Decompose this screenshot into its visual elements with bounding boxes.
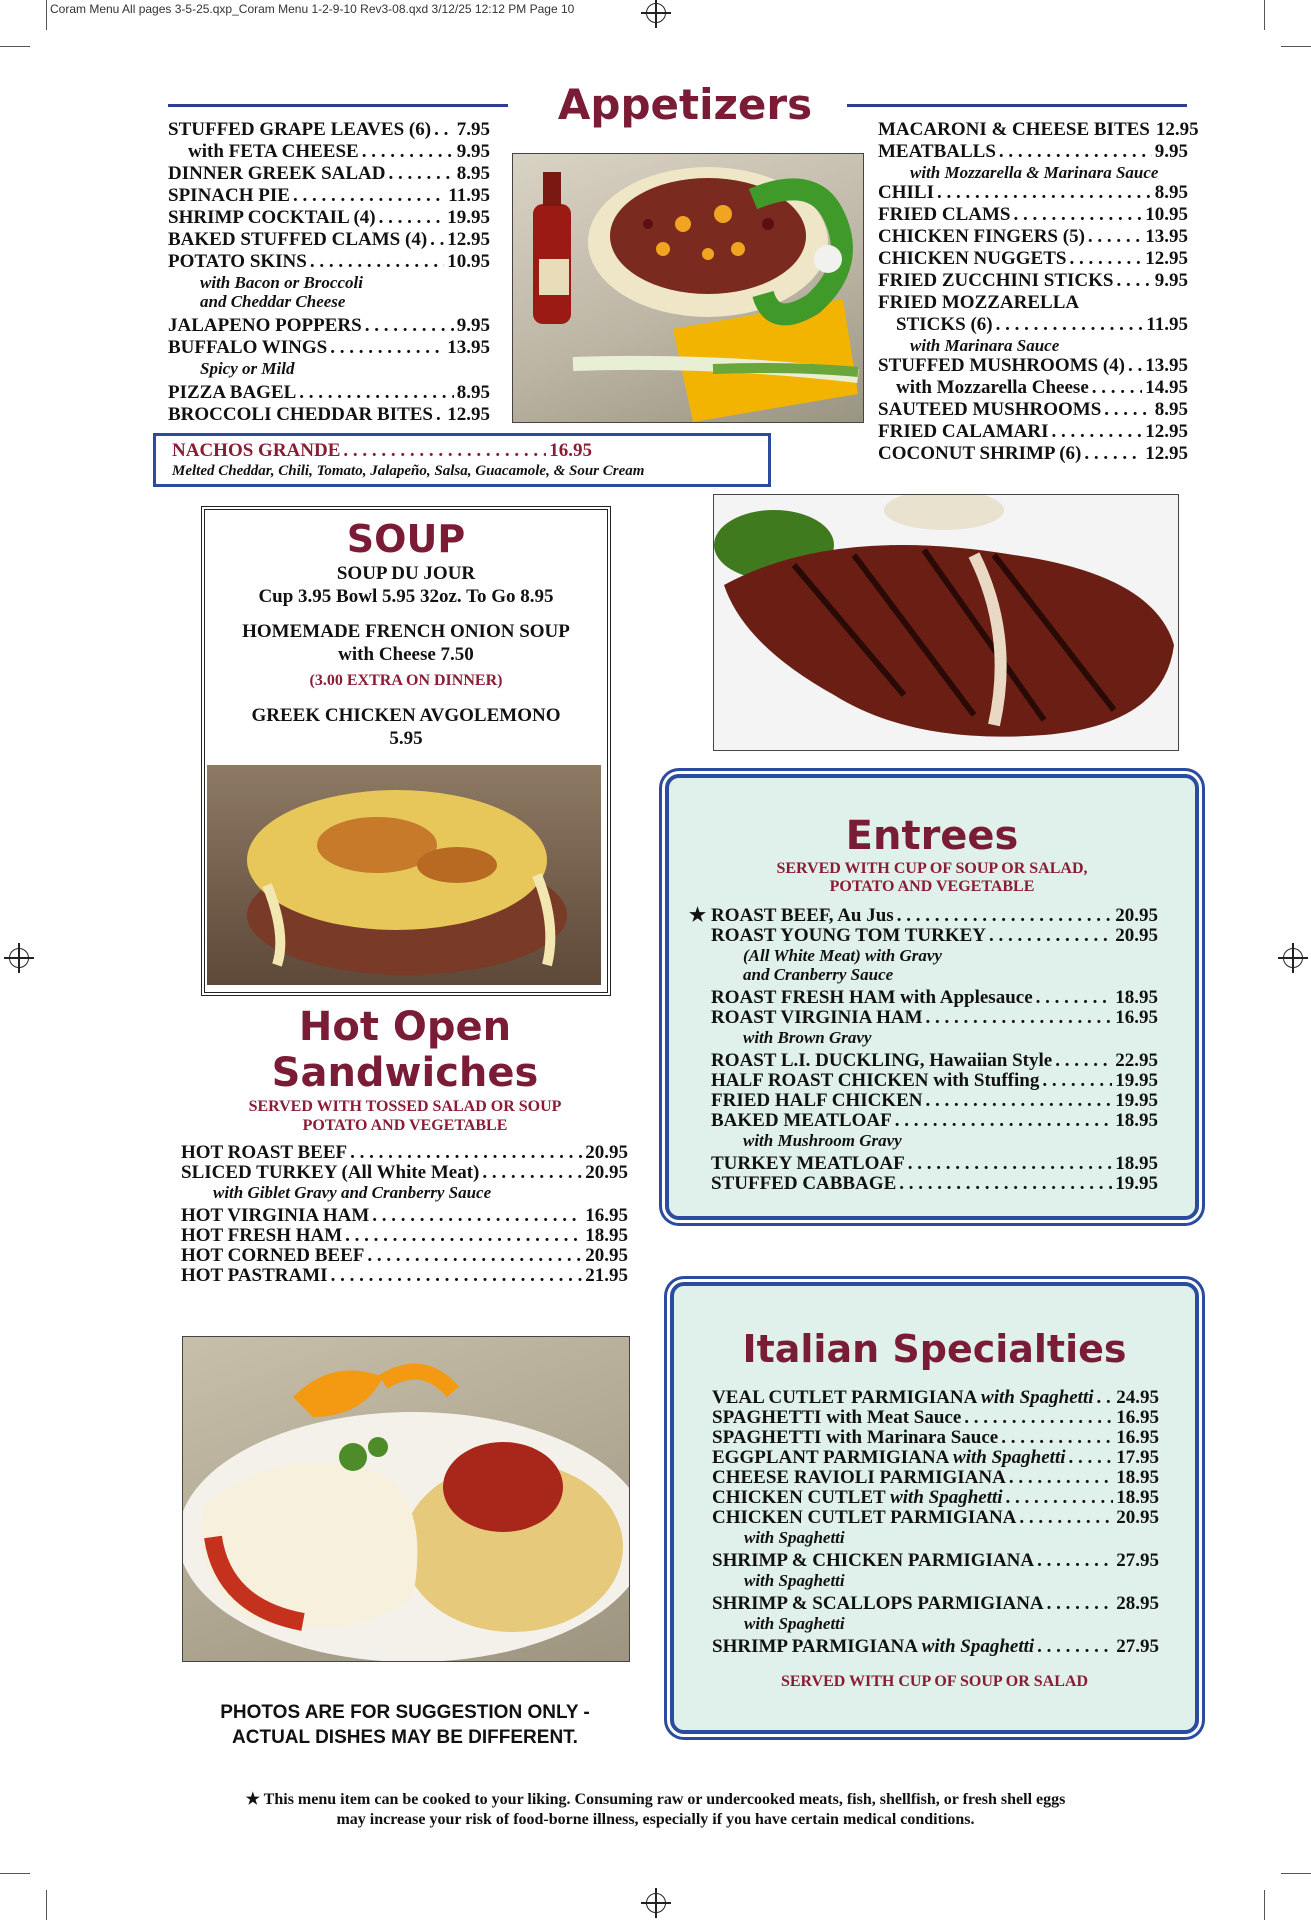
menu-item: CHICKEN NUGGETS . . . 12.95: [878, 248, 1188, 270]
menu-item: CHICKEN CUTLET with Spaghetti . . . 18.95: [712, 1488, 1159, 1508]
menu-item: ROAST L.I. DUCKLING, Hawaiian Style . . . 22.95: [711, 1051, 1158, 1071]
menu-item: VEAL CUTLET PARMIGIANA with Spaghetti . . . 24.95: [712, 1388, 1159, 1408]
menu-item: HOT FRESH HAM . . . 18.95: [181, 1226, 628, 1246]
item-note: and Cranberry Sauce: [743, 965, 894, 984]
photos-disclaimer: [181, 1700, 629, 1750]
menu-item: EGGPLANT PARMIGIANA with Spaghetti . . . 17.95: [712, 1448, 1159, 1468]
sandwiches-list: [181, 1143, 628, 1286]
soup-line: SOUP DU JOUR: [336, 563, 476, 584]
french-onion-soup-photo: [207, 765, 601, 985]
sandwiches-title-line: Sandwiches: [271, 1050, 539, 1096]
menu-item: HOT ROAST BEEF . . . 20.95: [181, 1143, 628, 1163]
chili-photo: [512, 153, 864, 423]
crop-mark: [1264, 0, 1265, 30]
menu-item: DINNER GREEK SALAD . . . 8.95: [168, 163, 490, 185]
menu-item: FRIED MOZZARELLA: [878, 292, 1080, 313]
item-note: with Marinara Sauce: [910, 336, 1060, 355]
menu-item: ROAST VIRGINIA HAM . . . 16.95: [711, 1008, 1158, 1028]
item-note: (All White Meat) with Gravy: [743, 946, 942, 965]
menu-item: COCONUT SHRIMP (6) . . . 12.95: [878, 443, 1188, 465]
menu-item: with FETA CHEESE . . . 9.95: [168, 141, 490, 163]
soup-box: [201, 506, 611, 996]
soup-title: SOUP: [346, 517, 466, 561]
menu-item: BROCCOLI CHEDDAR BITES . . . 12.95: [168, 404, 490, 426]
menu-item: STUFFED GRAPE LEAVES (6) . . . 7.95: [168, 119, 490, 141]
food-safety-disclaimer: [200, 1790, 1111, 1830]
crop-mark: [0, 46, 30, 47]
menu-item: HALF ROAST CHICKEN with Stuffing . . . 19.95: [711, 1071, 1158, 1091]
steak-photo: [713, 494, 1179, 751]
menu-item: BUFFALO WINGS . . . 13.95: [168, 337, 490, 359]
photos-disclaimer-line: ACTUAL DISHES MAY BE DIFFERENT.: [232, 1727, 578, 1748]
star-icon: ★: [689, 905, 707, 926]
menu-item: PIZZA BAGEL . . . 8.95: [168, 382, 490, 404]
header-rule: [847, 104, 1187, 107]
crop-mark: [0, 1873, 30, 1874]
sandwiches-subtitle: POTATO AND VEGETABLE: [302, 1117, 508, 1134]
soup-line: with Cheese 7.50: [338, 644, 474, 665]
menu-item: FRIED CALAMARI . . . 12.95: [878, 421, 1188, 443]
disclaimer-line: may increase your risk of food-borne illness, especially if you have certain medical conditions.: [336, 1811, 975, 1828]
item-note: with Brown Gravy: [743, 1028, 872, 1047]
menu-item: STUFFED CABBAGE . . . 19.95: [711, 1174, 1158, 1194]
menu-item: NACHOS GRANDE . . . 16.95: [156, 436, 592, 462]
item-note: with Mozzarella & Marinara Sauce: [910, 163, 1159, 182]
menu-item: MACARONI & CHEESE BITES 12.95: [878, 119, 1199, 140]
appetizers-title: Appetizers: [557, 80, 813, 129]
item-note: with Giblet Gravy and Cranberry Sauce: [213, 1183, 492, 1202]
menu-item: ROAST FRESH HAM with Applesauce . . . 18.95: [711, 988, 1158, 1008]
menu-item: POTATO SKINS . . . 10.95: [168, 251, 490, 273]
registration-mark-icon: [646, 1893, 666, 1913]
appetizers-right-list: [878, 119, 1199, 465]
steak-photo-art: [714, 495, 1178, 750]
registration-mark-icon: [646, 3, 666, 23]
entrees-list: [689, 905, 1158, 1194]
menu-item: HOT PASTRAMI . . . 21.95: [181, 1266, 628, 1286]
menu-item: SHRIMP PARMIGIANA with Spaghetti . . . 27.95: [712, 1637, 1159, 1657]
menu-item: MEATBALLS . . . 9.95: [878, 141, 1188, 163]
soup-photo-art: [207, 765, 601, 985]
menu-item: STUFFED MUSHROOMS (4) . . . 13.95: [878, 355, 1188, 377]
soup-line: Cup 3.95 Bowl 5.95 32oz. To Go 8.95: [258, 586, 554, 607]
soup-note: (3.00 EXTRA ON DINNER): [309, 672, 503, 689]
print-slug: Coram Menu All pages 3-5-25.qxp_Coram Menu 1-2-9-10 Rev3-08.qxd 3/12/25 12:12 PM Page 10: [50, 2, 575, 16]
crop-mark: [46, 0, 47, 30]
menu-item: FRIED ZUCCHINI STICKS . . . 9.95: [878, 270, 1188, 292]
menu-item: with Mozzarella Cheese . . . 14.95: [878, 377, 1188, 399]
menu-item: BAKED MEATLOAF . . . 18.95: [711, 1111, 1158, 1131]
menu-item: CHICKEN CUTLET PARMIGIANA . . . 20.95: [712, 1508, 1159, 1528]
crop-mark: [1264, 1890, 1265, 1920]
menu-item: HOT VIRGINIA HAM . . . 16.95: [181, 1206, 628, 1226]
italian-footer: SERVED WITH CUP OF SOUP OR SALAD: [780, 1673, 1089, 1690]
item-note: with Spaghetti: [744, 1571, 845, 1590]
menu-item: SHRIMP & SCALLOPS PARMIGIANA . . . 28.95: [712, 1594, 1159, 1614]
crop-mark: [1281, 1873, 1311, 1874]
chili-photo-art: [513, 154, 863, 422]
menu-item: HOT CORNED BEEF . . . 20.95: [181, 1246, 628, 1266]
soup-line: HOMEMADE FRENCH ONION SOUP: [242, 621, 570, 642]
disclaimer-line: ★ This menu item can be cooked to your liking. Consuming raw or undercooked meats, fish, shellfish, or fresh shell eggs: [245, 1791, 1066, 1808]
chicken-parmigiana-photo: [182, 1336, 630, 1662]
registration-mark-icon: [9, 948, 29, 968]
menu-item: ROAST YOUNG TOM TURKEY . . . 20.95: [711, 926, 1158, 946]
entrees-title: Entrees: [845, 813, 1019, 859]
sandwiches-subtitle: SERVED WITH TOSSED SALAD OR SOUP: [248, 1098, 562, 1115]
nachos-box: [153, 433, 771, 487]
menu-item: SHRIMP COCKTAIL (4) . . . 19.95: [168, 207, 490, 229]
menu-item: SAUTEED MUSHROOMS . . . 8.95: [878, 399, 1188, 421]
italian-title: Italian Specialties: [742, 1327, 1127, 1371]
italian-panel: [670, 1282, 1199, 1734]
entrees-panel: [665, 774, 1199, 1220]
crop-mark: [1281, 46, 1311, 47]
item-note: with Mushroom Gravy: [743, 1131, 902, 1150]
menu-item: SHRIMP & CHICKEN PARMIGIANA . . . 27.95: [712, 1551, 1159, 1571]
menu-item: SPAGHETTI with Marinara Sauce . . . 16.95: [712, 1428, 1159, 1448]
appetizers-left-list: [168, 119, 490, 426]
menu-item: TURKEY MEATLOAF . . . 18.95: [711, 1154, 1158, 1174]
crop-mark: [46, 1890, 47, 1920]
entrees-subtitle: POTATO AND VEGETABLE: [829, 878, 1035, 895]
item-note: Spicy or Mild: [200, 359, 295, 378]
menu-item: STICKS (6) . . . 11.95: [878, 314, 1188, 336]
menu-item: CHEESE RAVIOLI PARMIGIANA . . . 18.95: [712, 1468, 1159, 1488]
menu-item: SPAGHETTI with Meat Sauce . . . 16.95: [712, 1408, 1159, 1428]
menu-item: CHILI . . . 8.95: [878, 182, 1188, 204]
header-rule: [168, 104, 508, 107]
menu-item: BAKED STUFFED CLAMS (4) . . . 12.95: [168, 229, 490, 251]
item-note: Melted Cheddar, Chili, Tomato, Jalapeño, Salsa, Guacamole, & Sour Cream: [172, 463, 645, 479]
menu-item: SLICED TURKEY (All White Meat) . . . 20.95: [181, 1163, 628, 1183]
registration-mark-icon: [1283, 948, 1303, 968]
sandwiches-title-line: Hot Open: [298, 1004, 512, 1050]
soup-line: GREEK CHICKEN AVGOLEMONO: [251, 705, 561, 726]
item-note: with Bacon or Broccoli: [200, 273, 363, 292]
menu-item: JALAPENO POPPERS . . . 9.95: [168, 315, 490, 337]
photos-disclaimer-line: PHOTOS ARE FOR SUGGESTION ONLY -: [220, 1702, 590, 1723]
entrees-subtitle: SERVED WITH CUP OF SOUP OR SALAD,: [776, 860, 1088, 877]
menu-item: FRIED HALF CHICKEN . . . 19.95: [711, 1091, 1158, 1111]
menu-item: CHICKEN FINGERS (5) . . . 13.95: [878, 226, 1188, 248]
menu-item: FRIED CLAMS . . . 10.95: [878, 204, 1188, 226]
parm-photo-art: [183, 1337, 629, 1661]
italian-list: [712, 1388, 1159, 1657]
item-note: with Spaghetti: [744, 1614, 845, 1633]
menu-item: SPINACH PIE . . . 11.95: [168, 185, 490, 207]
item-note: with Spaghetti: [744, 1528, 845, 1547]
menu-item: ROAST BEEF, Au Jus . . . 20.95: [711, 906, 1158, 926]
item-note: and Cheddar Cheese: [200, 292, 346, 311]
soup-line: 5.95: [389, 728, 423, 749]
